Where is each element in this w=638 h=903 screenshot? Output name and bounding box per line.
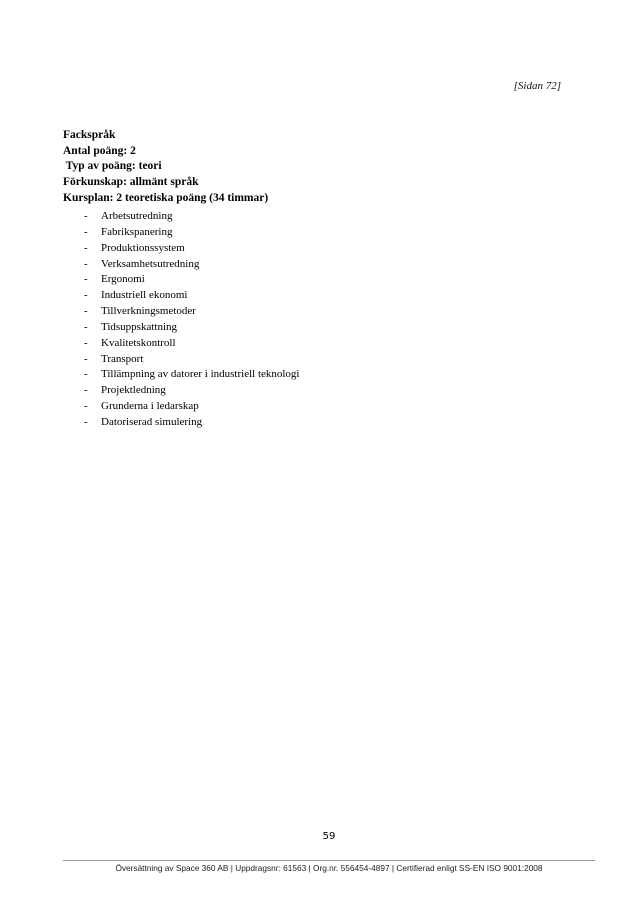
bullet-dash: -	[84, 384, 88, 397]
course-prerequisite: Förkunskap: allmänt språk	[63, 176, 199, 189]
course-title: Fackspråk	[63, 129, 116, 141]
bullet-dash: -	[84, 320, 88, 333]
course-topic-list	[63, 209, 300, 431]
course-points: Antal poäng: 2	[63, 144, 136, 157]
list-item: - Kvalitetskontroll	[63, 336, 300, 352]
bullet-dash: -	[84, 336, 88, 349]
page-number: 59	[322, 831, 336, 842]
course-syllabus: Kursplan: 2 teoretiska poäng (34 timmar)	[63, 191, 269, 204]
list-item: - Tillverkningsmetoder	[63, 304, 300, 320]
list-item: - Tidsuppskattning	[63, 320, 300, 336]
bullet-dash: -	[84, 241, 88, 254]
footer-divider	[63, 860, 595, 861]
bullet-dash: -	[84, 415, 88, 428]
bullet-dash: -	[84, 368, 88, 381]
bullet-dash: -	[84, 289, 88, 302]
list-item: - Grunderna i ledarskap	[63, 399, 300, 415]
course-type: Typ av poäng: teori	[63, 160, 162, 173]
footer-text: Översättning av Space 360 AB | Uppdragsnr: 61563 | Org.nr. 556454-4897 | Certifierad enligt SS-EN ISO 9001:2008	[115, 863, 543, 873]
page-reference: [Sidan 72]	[513, 80, 561, 92]
bullet-dash: -	[84, 305, 88, 318]
bullet-dash: -	[84, 257, 88, 270]
course-header	[63, 128, 268, 207]
bullet-dash: -	[84, 210, 88, 222]
list-item: - Industriell ekonomi	[63, 288, 300, 304]
list-item: - Projektledning	[63, 383, 300, 399]
list-item: - Arbetsutredning	[63, 209, 300, 225]
list-item: - Tillämpning av datorer i industriell teknologi	[63, 367, 300, 383]
list-item: - Produktionssystem	[63, 241, 300, 257]
bullet-dash: -	[84, 352, 88, 365]
bullet-dash: -	[84, 400, 88, 413]
list-item: - Fabrikspanering	[63, 225, 300, 241]
bullet-dash: -	[84, 273, 88, 286]
list-item: - Verksamhetsutredning	[63, 257, 300, 273]
bullet-dash: -	[84, 225, 88, 238]
list-item: - Transport	[63, 352, 300, 368]
list-item: - Datoriserad simulering	[63, 415, 300, 431]
list-item: - Ergonomi	[63, 272, 300, 288]
